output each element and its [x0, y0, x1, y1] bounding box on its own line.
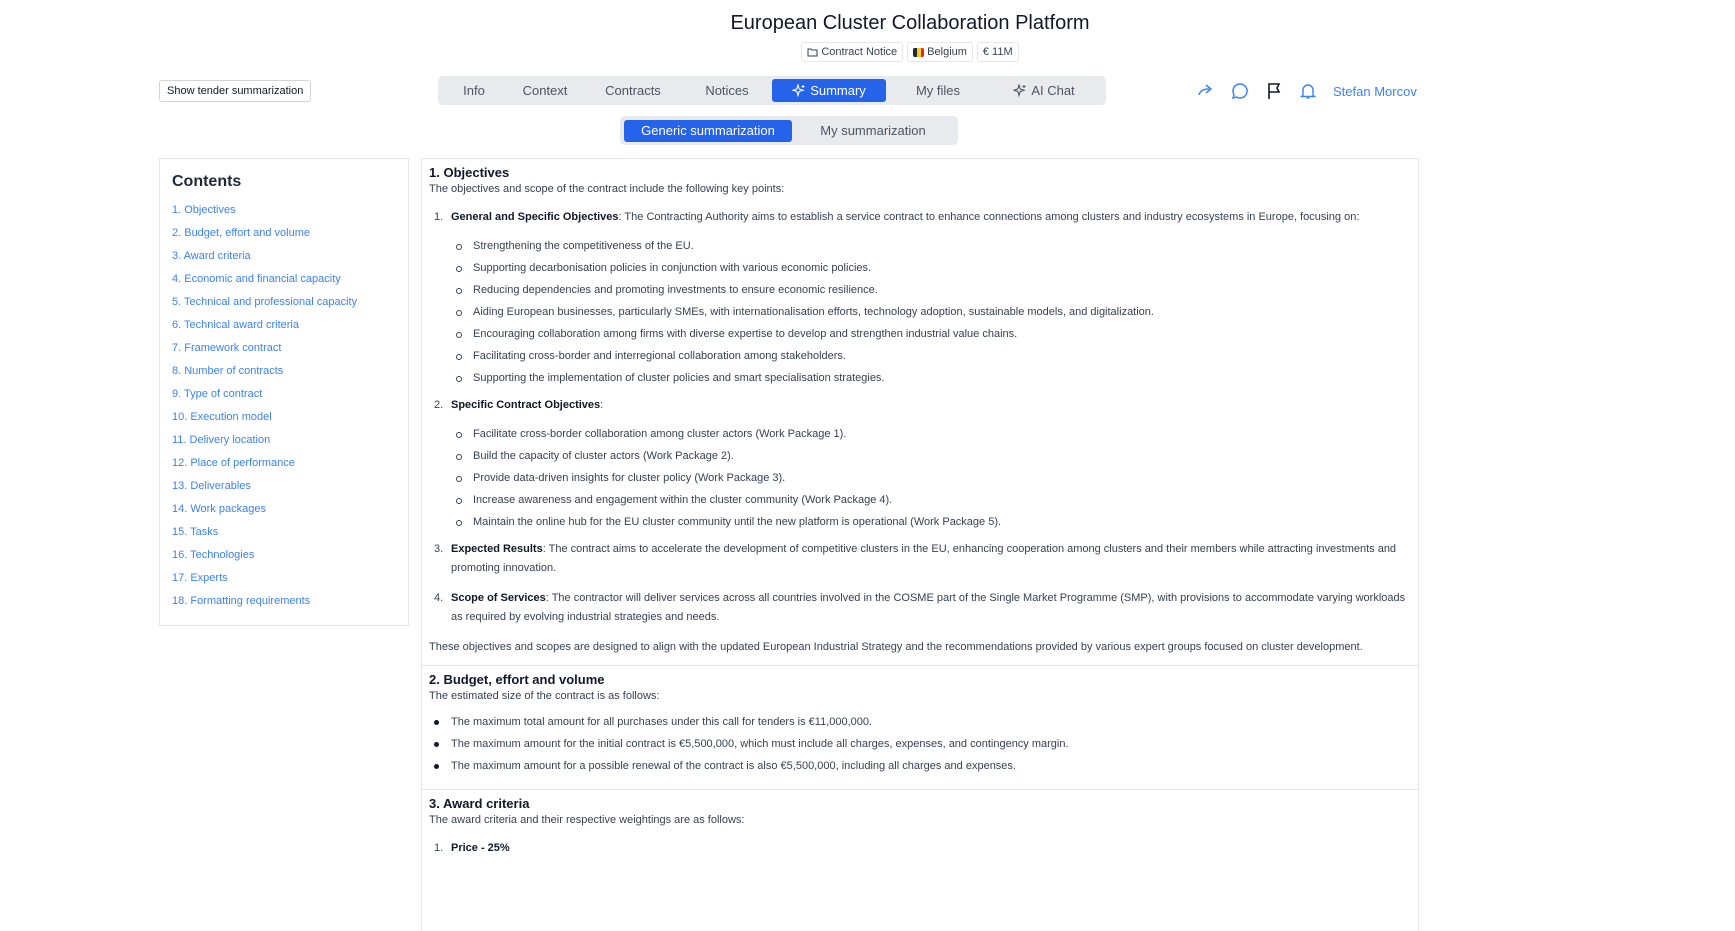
section-intro: The award criteria and their respective weightings are as follows: [429, 814, 745, 826]
tab-summary[interactable] [772, 79, 886, 102]
tab-contracts[interactable] [584, 79, 682, 102]
toc-link[interactable]: 12. Place of performance [172, 457, 295, 469]
section-title: 2. Budget, effort and volume [429, 672, 605, 687]
item-text: : [600, 399, 604, 411]
list-item: Facilitating cross-border and interregional collaboration among stakeholders. [451, 349, 1410, 363]
comment-icon[interactable] [1229, 80, 1251, 102]
list-number: 1. [434, 842, 444, 854]
value-badge [977, 42, 1019, 62]
list-item: Reducing dependencies and promoting investments to ensure economic resilience. [451, 283, 1410, 297]
award-list [429, 839, 1410, 858]
toc-link[interactable]: 14. Work packages [172, 503, 266, 515]
tab-label: Summary [810, 83, 866, 98]
country-label: Belgium [927, 46, 967, 58]
user-menu[interactable]: Stefan Morcov [1333, 83, 1417, 99]
item-heading: Price - 25% [451, 842, 510, 854]
country-badge [907, 42, 973, 62]
toc-link[interactable]: 18. Formatting requirements [172, 595, 311, 607]
section-intro: The estimated size of the contract is as follows: [429, 690, 660, 702]
list-item: The maximum total amount for all purchases under this call for tenders is €11,000,000. [429, 715, 1410, 729]
list-item: Maintain the online hub for the EU cluster community until the new platform is operational (Work Package 5). [451, 515, 1410, 529]
toc-link[interactable]: 9. Type of contract [172, 388, 263, 400]
tab-info[interactable] [442, 79, 506, 102]
list-item [429, 396, 1410, 529]
show-tender-summarization-button[interactable]: Show tender summarization [159, 80, 311, 102]
list-item: Increase awareness and engagement within the cluster community (Work Package 4). [451, 493, 1410, 507]
page-title: European Cluster Collaboration Platform [730, 12, 1090, 34]
tab-label: AI Chat [1031, 83, 1075, 98]
tab-generic-summarization[interactable]: Generic summarization [624, 120, 792, 142]
list-number: 3. [434, 543, 444, 555]
budget-list [429, 715, 1410, 773]
summary-content [421, 158, 1419, 931]
item-heading: Specific Contract Objectives [451, 399, 601, 411]
toc-link[interactable]: 1. Objectives [172, 204, 236, 216]
list-item: Supporting the implementation of cluster policies and smart specialisation strategies. [451, 371, 1410, 385]
list-item [429, 839, 1410, 858]
toc-link[interactable]: 5. Technical and professional capacity [172, 296, 358, 308]
notice-type-badge [801, 42, 903, 62]
toc-link[interactable]: 8. Number of contracts [172, 365, 284, 377]
toc-link[interactable]: 4. Economic and financial capacity [172, 273, 341, 285]
section-objectives [422, 159, 1418, 666]
list-item [429, 208, 1410, 385]
notice-type-label: Contract Notice [821, 46, 898, 58]
item-text: : The contract aims to accelerate the development of competitive clusters in the EU, enhancing cooperation among clusters and their members while attracting investments and promoting innovation. [451, 543, 1397, 574]
tab-label: My files [915, 83, 961, 98]
item-heading: General and Specific Objectives [451, 211, 619, 223]
header-actions [1195, 80, 1417, 102]
tab-notices[interactable] [682, 79, 772, 102]
notice-badges [0, 42, 1735, 62]
objectives-list [429, 208, 1410, 627]
main-tabs [438, 76, 1106, 105]
tab-my-files[interactable] [886, 79, 990, 102]
tab-label: Notices [705, 83, 749, 98]
toc-link[interactable]: 7. Framework contract [172, 342, 282, 354]
bell-icon[interactable] [1297, 80, 1319, 102]
list-item [429, 540, 1410, 578]
tab-ai-chat[interactable] [990, 79, 1098, 102]
toc-link[interactable]: 6. Technical award criteria [172, 319, 299, 331]
value-label: 11M [992, 46, 1013, 58]
sparkle-icon [1013, 84, 1027, 98]
list-item: The maximum amount for the initial contract is €5,500,000, which must include all charges, expenses, and contingency margin. [429, 737, 1410, 751]
belgium-flag-icon [913, 48, 924, 57]
list-item: Facilitate cross-border collaboration among cluster actors (Work Package 1). [451, 427, 1410, 441]
share-icon[interactable] [1195, 80, 1217, 102]
section-closing: These objectives and scopes are designed to align with the updated European Industrial Strategy and the recommendations provided by various expert groups focused on cluster development. [429, 641, 1363, 653]
item-text: : The contractor will deliver services across all countries involved in the COSME part of the Single Market Programme (SMP), with provisions to accommodate varying workloads as required by evolving industrial strategies and needs. [451, 592, 1406, 623]
sparkle-icon [792, 84, 806, 98]
list-item: Strengthening the competitiveness of the EU. [451, 239, 1410, 253]
list-number: 4. [434, 592, 444, 604]
sub-list [451, 239, 1410, 385]
tab-my-summarization[interactable]: My summarization [820, 123, 926, 138]
toc-link[interactable]: 10. Execution model [172, 411, 272, 423]
summary-sub-tabs [620, 116, 958, 145]
section-intro: The objectives and scope of the contract include the following key points: [429, 183, 785, 195]
euro-icon: € [982, 46, 990, 58]
list-item: Supporting decarbonisation policies in conjunction with various economic policies. [451, 261, 1410, 275]
list-item: The maximum amount for a possible renewal of the contract is also €5,500,000, including all charges and expenses. [429, 759, 1410, 773]
sub-list [451, 427, 1410, 529]
toc-link[interactable]: 16. Technologies [172, 549, 255, 561]
tab-context[interactable] [506, 79, 584, 102]
item-heading: Expected Results [451, 543, 543, 555]
list-item [429, 589, 1410, 627]
flag-icon[interactable] [1263, 80, 1285, 102]
tab-label: Contracts [605, 83, 661, 98]
list-number: 1. [434, 211, 444, 223]
toc-link[interactable]: 15. Tasks [172, 526, 219, 538]
toc-link[interactable]: 17. Experts [172, 572, 228, 584]
tab-label: Context [522, 83, 568, 98]
toc-link[interactable]: 13. Deliverables [172, 480, 251, 492]
toc-link[interactable]: 2. Budget, effort and volume [172, 227, 310, 239]
list-item: Provide data-driven insights for cluster policy (Work Package 3). [451, 471, 1410, 485]
section-title: 3. Award criteria [429, 796, 530, 811]
section-budget [422, 666, 1418, 790]
toc-link[interactable]: 11. Delivery location [172, 434, 271, 446]
toc-title: Contents [172, 173, 242, 190]
section-title: 1. Objectives [429, 165, 510, 180]
toc-link[interactable]: 3. Award criteria [172, 250, 251, 262]
list-number: 2. [434, 399, 444, 411]
section-award-criteria [422, 790, 1418, 877]
table-of-contents [159, 158, 409, 626]
list-item: Encouraging collaboration among firms with diverse expertise to develop and strengthen industrial value chains. [451, 327, 1410, 341]
item-heading: Scope of Services [451, 592, 546, 604]
list-item: Build the capacity of cluster actors (Work Package 2). [451, 449, 1410, 463]
tab-label: Info [463, 83, 485, 98]
list-item: Aiding European businesses, particularly SMEs, with internationalisation efforts, technology adoption, sustainable models, and digitalization. [451, 305, 1410, 319]
item-text: : The Contracting Authority aims to establish a service contract to enhance connections among clusters and industry ecosystems in Europe, focusing on: [618, 211, 1360, 223]
folder-icon [807, 47, 818, 57]
